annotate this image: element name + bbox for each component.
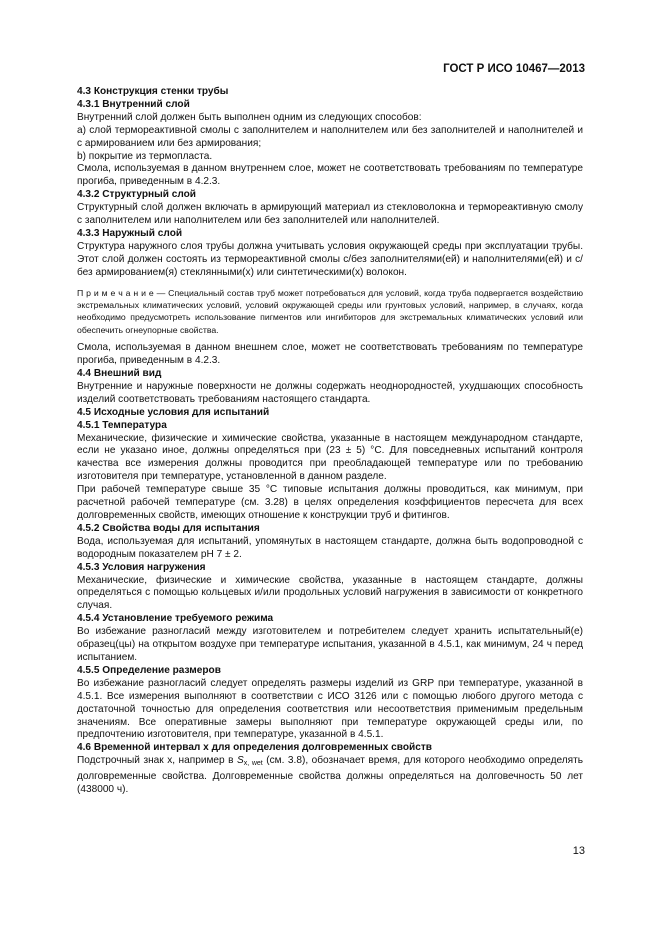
document-header: ГОСТ Р ИСО 10467—2013 bbox=[443, 63, 585, 75]
body-paragraph: Внутренние и наружные поверхности не должны содержать неоднородностей, ухудшающих способность изделий соответствовать требованиям настоящего стандарта. bbox=[77, 380, 583, 405]
section-heading: 4.6 Временной интервал x для определения долговременных свойств bbox=[77, 742, 432, 754]
body-paragraph: Во избежание разногласий между изготовителем и потребителем следует хранить испытательный(е) образец(цы) на открытом воздухе при температуре испытания, указанной в 4.5.1, как минимум, 24 ч перед испытанием. bbox=[77, 626, 583, 663]
subsection-heading: 4.3.2 Структурный слой bbox=[77, 189, 197, 201]
body-paragraph bbox=[77, 755, 583, 797]
page-number: 13 bbox=[572, 845, 585, 857]
text-run: Подстрочный знак x, например в bbox=[77, 755, 238, 767]
subsection-heading: 4.3.3 Наружный слой bbox=[77, 227, 183, 239]
body-paragraph: Механические, физические и химические свойства, указанные в настоящем стандарте, должны определяться с помощью кольцевых и/или продольных условий нагружения в зависимости от конкретного случая. bbox=[77, 574, 583, 612]
body-paragraph: Структура наружного слоя трубы должна учитывать условия окружающей среды при эксплуатации трубы. Этот слой должен состоять из термореактивной смолы с/без заполнителями(ей) и наполнителями(ей) и с/без армированием(я) стеклянными(х) или синтетическими(х) волокон. bbox=[77, 240, 583, 278]
section-heading: 4.5 Исходные условия для испытаний bbox=[77, 406, 270, 418]
symbol: S bbox=[237, 755, 244, 767]
section-heading: 4.3 Конструкция стенки трубы bbox=[77, 86, 229, 97]
body-paragraph: Внутренний слой должен быть выполнен одним из следующих способов: bbox=[77, 111, 422, 123]
body-paragraph: b) покрытие из термопласта. bbox=[77, 150, 213, 162]
section-heading: 4.4 Внешний вид bbox=[77, 368, 162, 380]
text-run: (см. 3.8), обозначает время, для которого необходимо определять долговременные свойства. Долговременные свойства должны определяться на долговечность 50 лет (438000 ч). bbox=[77, 755, 583, 796]
subscript: x, wet bbox=[243, 760, 263, 768]
subsection-heading: 4.5.4 Установление требуемого режима bbox=[77, 613, 274, 625]
body-paragraph: Смола, используемая в данном внутреннем слое, может не соответствовать требованиям по температуре прогиба, приведенным в 4.2.3. bbox=[77, 163, 583, 188]
body-paragraph: При рабочей температуре свыше 35 °C типовые испытания должны проводиться, как минимум, при расчетной рабочей температуре (см. 3.28) в целях определения коэффициентов пересчета для всех долговременных свойств, имеющих отношение к конструкции труб и фитингов. bbox=[77, 484, 583, 521]
document-body bbox=[77, 86, 583, 797]
body-paragraph: Смола, используемая в данном внешнем слое, может не соответствовать требованиям по температуре прогиба, приведенным в 4.2.3. bbox=[77, 342, 583, 367]
note-paragraph: П р и м е ч а н и е — Специальный состав труб может потребоваться для условий, когда труба подвергается воздействию экстремальных климатических условий, условий окружающей среды или грунтовых условий, например, в случаях, когда необходимо предусмотреть использование пигментов или ингибиторов для экстремальных климатических условий или обеспечить огнеупорные свойства. bbox=[77, 287, 583, 335]
body-paragraph: a) слой термореактивной смолы с заполнителем и наполнителем или без заполнителей и наполнителей и с армированием или без армирования; bbox=[77, 124, 583, 149]
body-paragraph: Во избежание разногласий следует определять размеры изделий из GRP при температуре, указанной в 4.5.1. Все измерения выполняют в соответствии с ИСО 3126 или с помощью любого другого метода с достаточной точностью для определения соответствия или несоответствия применимым предельным значениям. Все оперативные замеры выполняют при температуре окружающей среды или, по предпочтению изготовителя, при температуре, указанной в 4.5.1. bbox=[77, 677, 583, 741]
body-paragraph: Механические, физические и химические свойства, указанные в настоящем международном стандарте, если не указано иное, должны определяться при (23 ± 5) °C. Для повседневных испытаний контроля качества все измерения должны проводится при преобладающей температуре или по требованию изготовителя при температуре, установленной в данном разделе. bbox=[77, 432, 583, 483]
body-paragraph: Структурный слой должен включать в армирующий материал из стекловолокна и термореактивную смолу с заполнителем или наполнителем или без заполнителей или наполнителей. bbox=[77, 202, 583, 227]
subsection-heading: 4.5.3 Условия нагружения bbox=[77, 561, 206, 573]
subsection-heading: 4.3.1 Внутренний слой bbox=[77, 98, 190, 110]
subsection-heading: 4.5.5 Определение размеров bbox=[77, 664, 221, 676]
subsection-heading: 4.5.2 Свойства воды для испытания bbox=[77, 522, 260, 534]
subsection-heading: 4.5.1 Температура bbox=[77, 419, 167, 431]
body-paragraph: Вода, используемая для испытаний, упомянутых в настоящем стандарте, должна быть водопроводной с водородным показателем pH 7 ± 2. bbox=[77, 535, 583, 560]
